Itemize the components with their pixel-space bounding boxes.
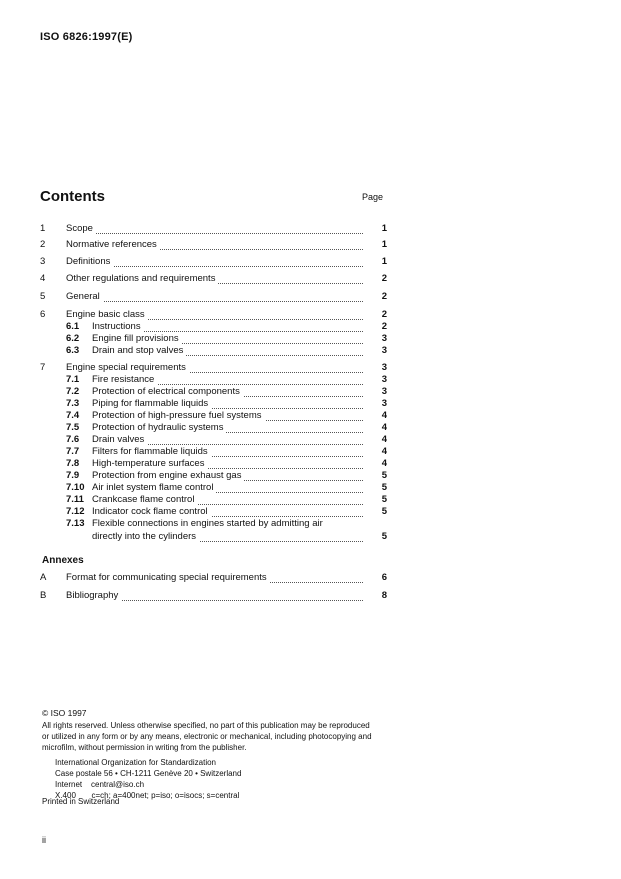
toc-entry-number: A — [40, 572, 47, 583]
toc-subentry-number: 7.2 — [66, 386, 80, 397]
toc-entry-page: 2 — [381, 291, 387, 302]
toc-entry-title: Scope — [66, 223, 96, 234]
toc-entry-page: 3 — [381, 362, 387, 373]
toc-entry-title: High-temperature surfaces — [92, 458, 207, 469]
toc-entry-page: 5 — [381, 506, 387, 517]
toc-entry-title: Protection of high-pressure fuel systems — [92, 410, 265, 421]
toc-entry-page: 2 — [381, 321, 387, 332]
org-line: Case postale 56 • CH-1211 Genève 20 • Switzerland — [55, 769, 242, 778]
organization-address — [55, 757, 241, 801]
toc-entry-page: 4 — [381, 458, 387, 469]
toc-entry-title: Definitions — [66, 256, 113, 267]
org-line: International Organization for Standardization — [55, 758, 216, 767]
printed-in: Printed in Switzerland — [42, 797, 120, 806]
toc-entry-title: Air inlet system flame control — [92, 482, 216, 493]
toc-subentry-number: 6.3 — [66, 345, 80, 356]
toc-entry-page: 3 — [381, 398, 387, 409]
toc-entry-title: Indicator cock flame control — [92, 506, 211, 517]
toc-entry-number: 2 — [40, 239, 46, 250]
toc-entry[interactable] — [40, 344, 387, 358]
toc-subentry-number: 7.1 — [66, 374, 80, 385]
toc-subentry-number: 7.8 — [66, 458, 80, 469]
toc-entry-number: 3 — [40, 256, 46, 267]
toc-entry[interactable] — [40, 272, 387, 286]
rights-line: or utilized in any form or by any means, electronic or mechanical, including photocopying and — [42, 732, 372, 741]
toc-subentry-number: 7.6 — [66, 434, 80, 445]
toc-subentry-number: 7.7 — [66, 446, 80, 457]
toc-entry-page: 8 — [381, 590, 387, 601]
toc-entry-page: 5 — [381, 531, 387, 542]
toc-entry-page: 5 — [381, 470, 387, 481]
toc-entry-page: 3 — [381, 386, 387, 397]
toc-entry-number: 6 — [40, 309, 46, 320]
toc-entry-title: Engine basic class — [66, 309, 148, 320]
toc-entry-number: B — [40, 590, 47, 601]
toc-entry-page: 4 — [381, 434, 387, 445]
toc-entry-page: 5 — [381, 482, 387, 493]
toc-entry-title: General — [66, 291, 103, 302]
toc-subentry-number: 7.9 — [66, 470, 80, 481]
copyright-line: © ISO 1997 — [42, 708, 87, 718]
toc-entry-number: 4 — [40, 273, 46, 284]
rights-statement — [42, 720, 388, 753]
document-header-id: ISO 6826:1997(E) — [40, 31, 133, 43]
toc-entry-page: 6 — [381, 572, 387, 583]
toc-entry[interactable] — [40, 589, 387, 603]
toc-entry-page: 1 — [381, 223, 387, 234]
toc-entry[interactable] — [40, 238, 387, 252]
page-column-label: Page — [362, 192, 384, 202]
toc-entry-title: Format for communicating special requirements — [66, 572, 270, 583]
toc-entry-page: 3 — [381, 333, 387, 344]
annexes-heading: Annexes — [42, 555, 84, 566]
toc-subentry-number: 6.1 — [66, 321, 80, 332]
toc-entry-page: 2 — [381, 309, 387, 320]
toc-entry-page: 4 — [381, 446, 387, 457]
toc-entry-title: directly into the cylinders — [92, 531, 199, 542]
toc-entry[interactable] — [40, 222, 387, 236]
toc-entry-page: 2 — [381, 273, 387, 284]
toc-entry-title: Protection from engine exhaust gas — [92, 470, 244, 481]
toc-entry-number: 5 — [40, 291, 46, 302]
rights-line: All rights reserved. Unless otherwise specified, no part of this publication may be reproduced — [42, 721, 370, 730]
toc-entry-title: Protection of hydraulic systems — [92, 422, 226, 433]
toc-entry-title: Normative references — [66, 239, 160, 250]
toc-entry-page: 3 — [381, 345, 387, 356]
toc-entry-title: Instructions — [92, 321, 144, 332]
toc-entry-title: Engine special requirements — [66, 362, 189, 373]
toc-subentry-number: 7.12 — [66, 506, 85, 517]
toc-entry[interactable] — [40, 290, 387, 304]
toc-entry-title: Drain valves — [92, 434, 147, 445]
page-number: ii — [42, 835, 46, 845]
toc-entry-title: Other regulations and requirements — [66, 273, 218, 284]
toc-entry-page: 5 — [381, 494, 387, 505]
toc-entry-title: Protection of electrical components — [92, 386, 243, 397]
toc-entry[interactable] — [40, 255, 387, 269]
toc-entry-title: Engine fill provisions — [92, 333, 182, 344]
toc-entry-title: Piping for flammable liquids — [92, 398, 211, 409]
contents-title: Contents — [40, 188, 105, 205]
org-line: X.400 c=ch; a=400net; p=iso; o=isocs; s=central — [55, 791, 240, 800]
toc-subentry-number: 7.3 — [66, 398, 80, 409]
toc-subentry-number: 7.13 — [66, 518, 85, 529]
toc-entry-title: Flexible connections in engines started by admitting air — [92, 518, 326, 529]
toc-entry-number: 1 — [40, 223, 46, 234]
toc-entry-number: 7 — [40, 362, 46, 373]
toc-entry-page: 1 — [381, 256, 387, 267]
toc-entry[interactable] — [40, 530, 387, 544]
toc-entry-title: Fire resistance — [92, 374, 157, 385]
org-line: Internet central@iso.ch — [55, 780, 145, 789]
toc-entry[interactable] — [40, 571, 387, 585]
toc-subentry-number: 7.4 — [66, 410, 80, 421]
toc-entry-title: Drain and stop valves — [92, 345, 186, 356]
toc-subentry-number: 7.11 — [66, 494, 84, 505]
toc-subentry-number: 7.10 — [66, 482, 85, 493]
toc-subentry-number: 7.5 — [66, 422, 80, 433]
toc-entry-title: Filters for flammable liquids — [92, 446, 211, 457]
toc-entry-page: 4 — [381, 422, 387, 433]
toc-entry-page: 4 — [381, 410, 387, 421]
toc-subentry-number: 6.2 — [66, 333, 80, 344]
toc-entry-title: Crankcase flame control — [92, 494, 197, 505]
rights-line: microfilm, without permission in writing from the publisher. — [42, 743, 247, 752]
toc-entry-title: Bibliography — [66, 590, 121, 601]
toc-entry-page: 3 — [381, 374, 387, 385]
toc-entry-page: 1 — [381, 239, 387, 250]
